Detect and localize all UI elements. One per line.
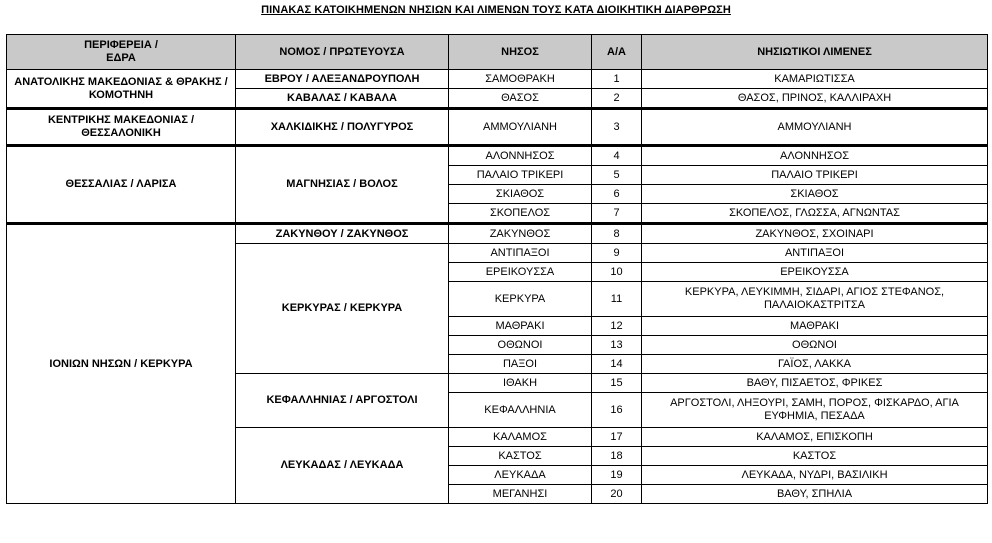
aa-cell: 19 <box>592 466 642 485</box>
island-cell: ΚΕΦΑΛΛΗΝΙΑ <box>449 393 592 428</box>
page-title: ΠΙΝΑΚΑΣ ΚΑΤΟΙΚΗΜΕΝΩΝ ΝΗΣΙΩΝ ΚΑΙ ΛΙΜΕΝΩΝ ΤΟΥΣ ΚΑΤΑ ΔΙΟΙΚΗΤΙΚΗ ΔΙΑΡΘΡΩΣΗ <box>261 4 731 16</box>
ports-cell: ΒΑΘΥ, ΣΠΗΛΙΑ <box>642 485 988 504</box>
aa-cell: 20 <box>592 485 642 504</box>
prefecture-cell: ΧΑΛΚΙΔΙΚΗΣ / ΠΟΛΥΓΥΡΟΣ <box>236 109 449 146</box>
prefecture-cell: ΕΒΡΟΥ / ΑΛΕΞΑΝΔΡΟΥΠΟΛΗ <box>236 70 449 89</box>
aa-cell: 2 <box>592 89 642 109</box>
ports-cell: ΑΛΟΝΝΗΣΟΣ <box>642 146 988 166</box>
island-cell: ΑΝΤΙΠΑΞΟΙ <box>449 244 592 263</box>
ports-cell: ΚΑΜΑΡΙΩΤΙΣΣΑ <box>642 70 988 89</box>
aa-cell: 13 <box>592 336 642 355</box>
aa-cell: 7 <box>592 204 642 224</box>
ports-cell: ΖΑΚΥΝΘΟΣ, ΣΧΟΙΝΑΡΙ <box>642 224 988 244</box>
island-cell: ΑΛΟΝΝΗΣΟΣ <box>449 146 592 166</box>
ports-cell: ΟΘΩΝΟΙ <box>642 336 988 355</box>
island-cell: ΣΚΙΑΘΟΣ <box>449 185 592 204</box>
ports-cell: ΣΚΟΠΕΛΟΣ, ΓΛΩΣΣΑ, ΑΓΝΩΝΤΑΣ <box>642 204 988 224</box>
prefecture-cell: ΚΕΦΑΛΛΗΝΙΑΣ / ΑΡΓΟΣΤΟΛΙ <box>236 374 449 428</box>
island-cell: ΠΑΛΑΙΟ ΤΡΙΚΕΡΙ <box>449 166 592 185</box>
aa-cell: 11 <box>592 282 642 317</box>
aa-cell: 14 <box>592 355 642 374</box>
aa-cell: 15 <box>592 374 642 393</box>
header-row <box>7 35 988 70</box>
aa-cell: 1 <box>592 70 642 89</box>
ports-cell: ΑΡΓΟΣΤΟΛΙ, ΛΗΞΟΥΡΙ, ΣΑΜΗ, ΠΟΡΟΣ, ΦΙΣΚΑΡΔΟ, ΑΓΙΑ ΕΥΦΗΜΙΑ, ΠΕΣΑΔΑ <box>642 393 988 428</box>
header-prefecture: ΝΟΜΟΣ / ΠΡΩΤΕΥΟΥΣΑ <box>236 35 449 70</box>
island-cell: ΛΕΥΚΑΔΑ <box>449 466 592 485</box>
aa-cell: 3 <box>592 109 642 146</box>
header-ports: ΝΗΣΙΩΤΙΚΟΙ ΛΙΜΕΝΕΣ <box>642 35 988 70</box>
aa-cell: 18 <box>592 447 642 466</box>
ports-cell: ΜΑΘΡΑΚΙ <box>642 317 988 336</box>
island-cell: ΜΕΓΑΝΗΣΙ <box>449 485 592 504</box>
aa-cell: 9 <box>592 244 642 263</box>
ports-cell: ΚΕΡΚΥΡΑ, ΛΕΥΚΙΜΜΗ, ΣΙΔΑΡΙ, ΑΓΙΟΣ ΣΤΕΦΑΝΟΣ, ΠΑΛΑΙΟΚΑΣΤΡΙΤΣΑ <box>642 282 988 317</box>
region-cell: ΙΟΝΙΩΝ ΝΗΣΩΝ / ΚΕΡΚΥΡΑ <box>7 224 236 504</box>
prefecture-cell: ΚΑΒΑΛΑΣ / ΚΑΒΑΛΑ <box>236 89 449 109</box>
table-row <box>7 70 988 89</box>
island-cell: ΖΑΚΥΝΘΟΣ <box>449 224 592 244</box>
table-row <box>7 224 988 244</box>
aa-cell: 5 <box>592 166 642 185</box>
aa-cell: 17 <box>592 428 642 447</box>
island-cell: ΘΑΣΟΣ <box>449 89 592 109</box>
table-row <box>7 109 988 146</box>
island-cell: ΟΘΩΝΟΙ <box>449 336 592 355</box>
ports-cell: ΒΑΘΥ, ΠΙΣΑΕΤΟΣ, ΦΡΙΚΕΣ <box>642 374 988 393</box>
region-cell: ΚΕΝΤΡΙΚΗΣ ΜΑΚΕΔΟΝΙΑΣ / ΘΕΣΣΑΛΟΝΙΚΗ <box>7 109 236 146</box>
region-cell: ΑΝΑΤΟΛΙΚΗΣ ΜΑΚΕΔΟΝΙΑΣ & ΘΡΑΚΗΣ / ΚΟΜΟΤΗΝΗ <box>7 70 236 109</box>
islands-table <box>6 34 988 504</box>
ports-cell: ΛΕΥΚΑΔΑ, ΝΥΔΡΙ, ΒΑΣΙΛΙΚΗ <box>642 466 988 485</box>
island-cell: ΜΑΘΡΑΚΙ <box>449 317 592 336</box>
prefecture-cell: ΜΑΓΝΗΣΙΑΣ / ΒΟΛΟΣ <box>236 146 449 224</box>
table-row <box>7 146 988 166</box>
region-cell: ΘΕΣΣΑΛΙΑΣ / ΛΑΡΙΣΑ <box>7 146 236 224</box>
header-island: ΝΗΣΟΣ <box>449 35 592 70</box>
prefecture-cell: ΚΕΡΚΥΡΑΣ / ΚΕΡΚΥΡΑ <box>236 244 449 374</box>
island-cell: ΣΑΜΟΘΡΑΚΗ <box>449 70 592 89</box>
aa-cell: 16 <box>592 393 642 428</box>
island-cell: ΙΘΑΚΗ <box>449 374 592 393</box>
island-cell: ΕΡΕΙΚΟΥΣΣΑ <box>449 263 592 282</box>
aa-cell: 8 <box>592 224 642 244</box>
header-region <box>7 35 236 70</box>
aa-cell: 6 <box>592 185 642 204</box>
prefecture-cell: ΖΑΚΥΝΘΟΥ / ΖΑΚΥΝΘΟΣ <box>236 224 449 244</box>
ports-cell: ΑΜΜΟΥΛΙΑΝΗ <box>642 109 988 146</box>
island-cell: ΑΜΜΟΥΛΙΑΝΗ <box>449 109 592 146</box>
header-region-line1: ΠΕΡΙΦΕΡΕΙΑ / <box>84 39 158 51</box>
header-aa: Α/Α <box>592 35 642 70</box>
island-cell: ΚΕΡΚΥΡΑ <box>449 282 592 317</box>
ports-cell: ΑΝΤΙΠΑΞΟΙ <box>642 244 988 263</box>
ports-cell: ΕΡΕΙΚΟΥΣΣΑ <box>642 263 988 282</box>
ports-cell: ΣΚΙΑΘΟΣ <box>642 185 988 204</box>
aa-cell: 12 <box>592 317 642 336</box>
island-cell: ΚΑΣΤΟΣ <box>449 447 592 466</box>
island-cell: ΠΑΞΟΙ <box>449 355 592 374</box>
ports-cell: ΠΑΛΑΙΟ ΤΡΙΚΕΡΙ <box>642 166 988 185</box>
island-cell: ΣΚΟΠΕΛΟΣ <box>449 204 592 224</box>
ports-cell: ΚΑΣΤΟΣ <box>642 447 988 466</box>
island-cell: ΚΑΛΑΜΟΣ <box>449 428 592 447</box>
aa-cell: 4 <box>592 146 642 166</box>
aa-cell: 10 <box>592 263 642 282</box>
ports-cell: ΘΑΣΟΣ, ΠΡΙΝΟΣ, ΚΑΛΛΙΡΑΧΗ <box>642 89 988 109</box>
prefecture-cell: ΛΕΥΚΑΔΑΣ / ΛΕΥΚΑΔΑ <box>236 428 449 504</box>
ports-cell: ΓΑΪΟΣ, ΛΑΚΚΑ <box>642 355 988 374</box>
header-region-line2: ΕΔΡΑ <box>106 52 136 64</box>
ports-cell: ΚΑΛΑΜΟΣ, ΕΠΙΣΚΟΠΗ <box>642 428 988 447</box>
